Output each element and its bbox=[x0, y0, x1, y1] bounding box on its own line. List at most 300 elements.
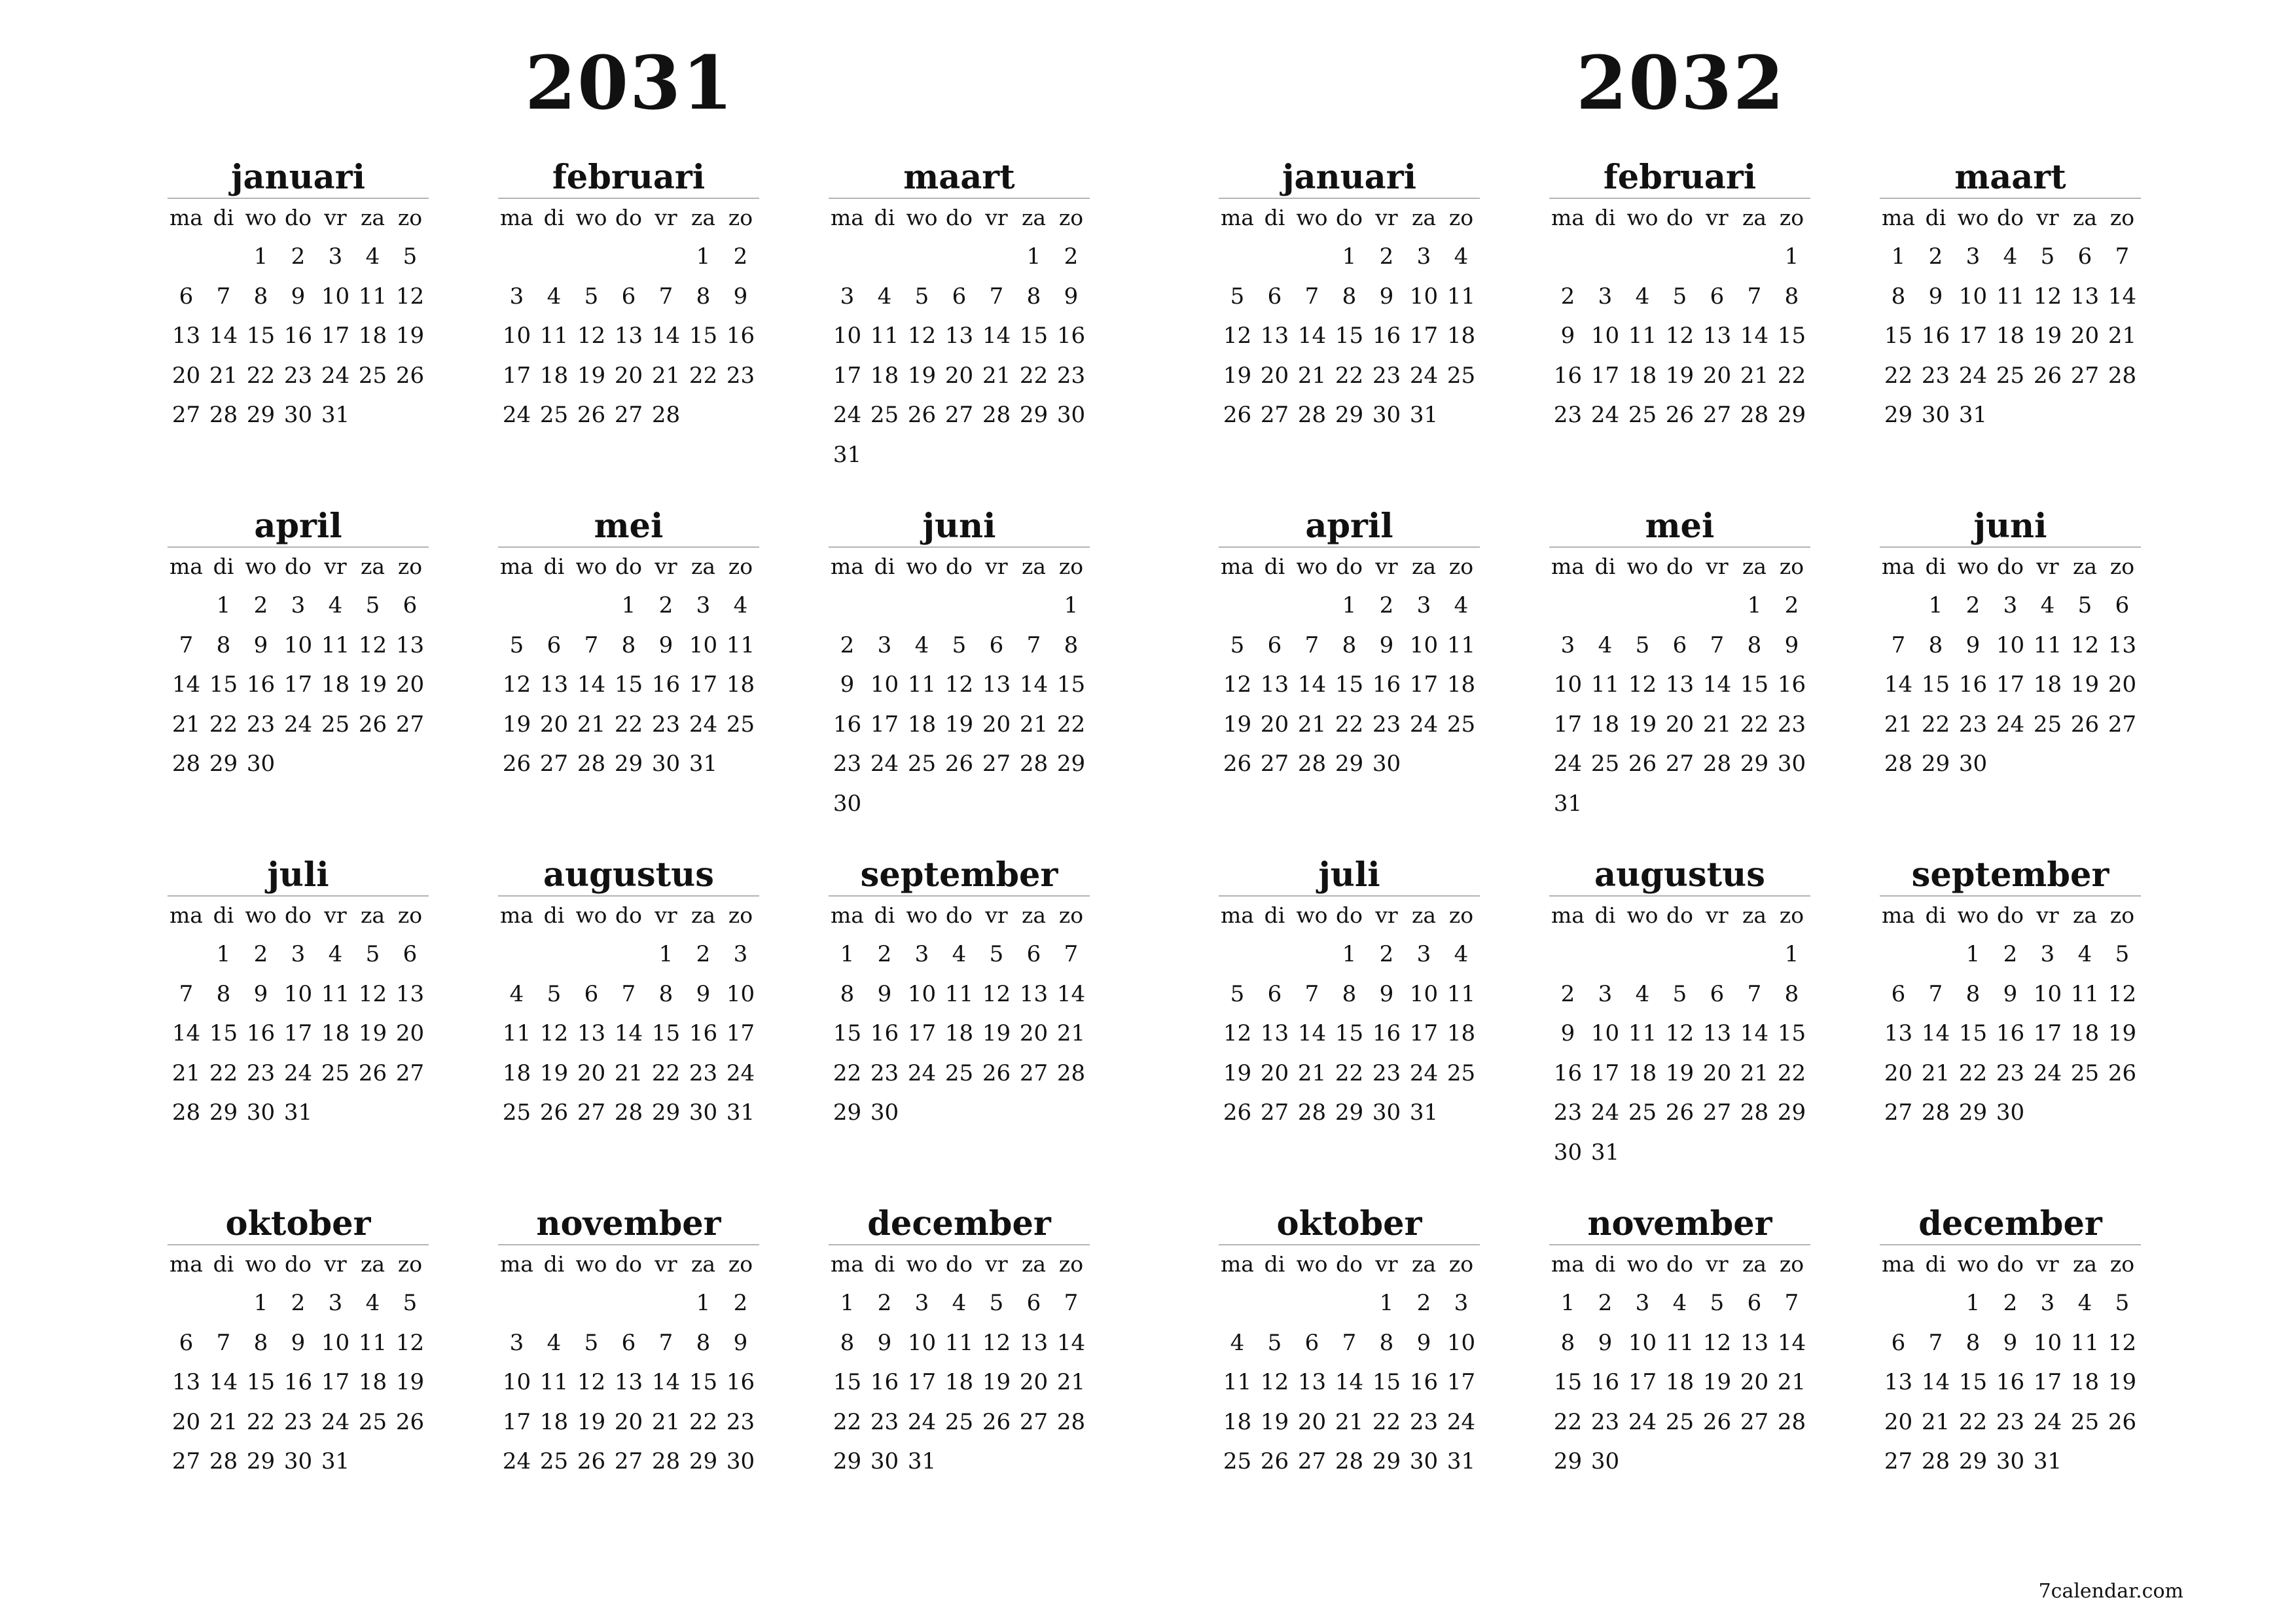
day-cell: 27 bbox=[395, 711, 425, 738]
day-cell: 18 bbox=[870, 362, 899, 389]
day-cell: 4 bbox=[914, 632, 929, 658]
empty-day-cell bbox=[1624, 237, 1661, 277]
day-cell: 11 bbox=[321, 632, 350, 658]
day-cell: 26 bbox=[395, 362, 425, 389]
day-cell: 19 bbox=[982, 1020, 1011, 1046]
weekday-header: vr bbox=[2036, 1251, 2059, 1277]
day-cell: 16 bbox=[689, 1020, 718, 1046]
weekday-header: zo bbox=[728, 205, 753, 230]
day-cell: 22 bbox=[1019, 362, 1049, 389]
day-cell: 2 bbox=[253, 941, 268, 967]
day-cell: 21 bbox=[651, 362, 681, 389]
day-cell: 11 bbox=[502, 1020, 531, 1046]
day-cell: 16 bbox=[651, 671, 681, 698]
day-cell: 28 bbox=[1056, 1408, 1086, 1435]
day-cell: 30 bbox=[870, 1448, 899, 1474]
day-cell: 14 bbox=[1921, 1020, 1950, 1046]
weekday-header: do bbox=[946, 205, 973, 230]
day-cell: 12 bbox=[1223, 323, 1252, 349]
day-cell: 30 bbox=[1996, 1448, 2025, 1474]
day-cell: 28 bbox=[209, 402, 238, 428]
day-cell: 8 bbox=[253, 283, 268, 310]
day-cell: 23 bbox=[283, 1408, 313, 1435]
empty-day-cell bbox=[1736, 935, 1773, 974]
weekday-header: ma bbox=[1221, 902, 1254, 928]
month-grid bbox=[168, 199, 429, 435]
day-cell: 4 bbox=[365, 1290, 380, 1316]
empty-day-cell bbox=[1587, 586, 1624, 626]
day-cell: 3 bbox=[291, 592, 306, 618]
weekday-header: wo bbox=[1957, 902, 1989, 928]
day-cell: 15 bbox=[1958, 1369, 1988, 1395]
day-cell: 11 bbox=[358, 283, 387, 310]
day-cell: 17 bbox=[1996, 671, 2025, 698]
weekday-header: di bbox=[1594, 554, 1616, 579]
day-cell: 28 bbox=[1297, 751, 1327, 777]
day-cell: 5 bbox=[1672, 283, 1687, 310]
day-cell: 10 bbox=[2033, 1329, 2062, 1356]
day-cell: 4 bbox=[2003, 243, 2018, 270]
day-cell: 17 bbox=[1590, 362, 1620, 389]
day-cell: 15 bbox=[614, 671, 643, 698]
day-cell: 6 bbox=[403, 592, 418, 618]
day-cell: 10 bbox=[1628, 1329, 1657, 1356]
empty-day-cell bbox=[1587, 935, 1624, 974]
month-name: juni bbox=[1880, 506, 2141, 548]
day-cell: 20 bbox=[1884, 1060, 1913, 1086]
weekday-header: za bbox=[1742, 205, 1767, 230]
day-cell: 1 bbox=[1560, 1290, 1575, 1316]
empty-day-cell bbox=[1917, 935, 1954, 974]
month-2031-11 bbox=[498, 1204, 759, 1482]
day-cell: 5 bbox=[989, 941, 1004, 967]
day-cell: 28 bbox=[171, 751, 201, 777]
day-cell: 1 bbox=[1342, 592, 1357, 618]
day-cell: 13 bbox=[944, 323, 974, 349]
day-cell: 10 bbox=[1590, 1020, 1620, 1046]
day-cell: 3 bbox=[877, 632, 892, 658]
month-grid bbox=[829, 548, 1090, 823]
day-cell: 8 bbox=[216, 980, 231, 1007]
day-cell: 13 bbox=[1884, 1020, 1913, 1046]
day-cell: 21 bbox=[171, 711, 201, 738]
day-cell: 21 bbox=[651, 1408, 681, 1435]
day-cell: 15 bbox=[209, 1020, 238, 1046]
day-cell: 17 bbox=[321, 1369, 350, 1395]
day-cell: 18 bbox=[726, 671, 755, 698]
day-cell: 31 bbox=[689, 751, 718, 777]
day-cell: 3 bbox=[509, 283, 524, 310]
empty-day-cell bbox=[610, 237, 647, 277]
day-cell: 6 bbox=[989, 632, 1004, 658]
month-grid bbox=[829, 1245, 1090, 1482]
day-cell: 21 bbox=[1740, 1060, 1769, 1086]
empty-day-cell bbox=[1736, 237, 1773, 277]
weekday-header: za bbox=[691, 205, 716, 230]
day-cell: 7 bbox=[1928, 980, 1943, 1007]
empty-day-cell bbox=[1880, 586, 1917, 626]
day-cell: 31 bbox=[1409, 1099, 1439, 1126]
day-cell: 5 bbox=[509, 632, 524, 658]
day-cell: 10 bbox=[321, 283, 350, 310]
day-cell: 25 bbox=[1628, 1099, 1657, 1126]
day-cell: 28 bbox=[614, 1099, 643, 1126]
day-cell: 6 bbox=[1891, 1329, 1906, 1356]
day-cell: 28 bbox=[1740, 1099, 1769, 1126]
day-cell: 9 bbox=[1560, 1020, 1575, 1046]
day-cell: 17 bbox=[283, 671, 313, 698]
day-cell: 1 bbox=[840, 941, 855, 967]
day-cell: 15 bbox=[833, 1369, 862, 1395]
day-cell: 8 bbox=[1560, 1329, 1575, 1356]
day-cell: 3 bbox=[914, 1290, 929, 1316]
day-cell: 27 bbox=[1665, 751, 1695, 777]
day-cell: 27 bbox=[1260, 1099, 1289, 1126]
day-cell: 3 bbox=[1560, 632, 1575, 658]
day-cell: 24 bbox=[283, 1060, 313, 1086]
day-cell: 30 bbox=[1958, 751, 1988, 777]
day-cell: 17 bbox=[2033, 1020, 2062, 1046]
day-cell: 26 bbox=[395, 1408, 425, 1435]
day-cell: 31 bbox=[283, 1099, 313, 1126]
weekday-header: wo bbox=[906, 1251, 938, 1277]
day-cell: 9 bbox=[877, 1329, 892, 1356]
day-cell: 30 bbox=[1921, 402, 1950, 428]
weekday-header: do bbox=[1336, 902, 1363, 928]
day-cell: 22 bbox=[1553, 1408, 1583, 1435]
weekday-header: ma bbox=[500, 1251, 533, 1277]
empty-day-cell bbox=[205, 237, 242, 277]
day-cell: 26 bbox=[982, 1060, 1011, 1086]
day-cell: 3 bbox=[1635, 1290, 1650, 1316]
day-cell: 31 bbox=[1446, 1448, 1476, 1474]
day-cell: 7 bbox=[1928, 1329, 1943, 1356]
day-cell: 5 bbox=[2115, 1290, 2130, 1316]
day-cell: 23 bbox=[833, 751, 862, 777]
day-cell: 8 bbox=[1928, 632, 1943, 658]
day-cell: 8 bbox=[840, 1329, 855, 1356]
day-cell: 18 bbox=[502, 1060, 531, 1086]
day-cell: 20 bbox=[1740, 1369, 1769, 1395]
day-cell: 12 bbox=[2070, 632, 2100, 658]
weekday-header: di bbox=[1925, 554, 1946, 579]
weekday-header: vr bbox=[655, 205, 677, 230]
day-cell: 21 bbox=[1335, 1408, 1364, 1435]
day-cell: 12 bbox=[539, 1020, 569, 1046]
day-cell: 27 bbox=[1260, 402, 1289, 428]
empty-day-cell bbox=[498, 237, 535, 277]
day-cell: 31 bbox=[1590, 1139, 1620, 1166]
day-cell: 28 bbox=[1777, 1408, 1806, 1435]
day-cell: 16 bbox=[833, 711, 862, 738]
month-2032-8 bbox=[1549, 855, 1810, 1172]
weekday-header: di bbox=[1594, 1251, 1616, 1277]
weekday-header: zo bbox=[728, 554, 753, 579]
day-cell: 26 bbox=[982, 1408, 1011, 1435]
day-cell: 18 bbox=[1590, 711, 1620, 738]
day-cell: 5 bbox=[403, 1290, 418, 1316]
day-cell: 17 bbox=[321, 323, 350, 349]
day-cell: 3 bbox=[696, 592, 711, 618]
month-grid bbox=[498, 548, 759, 784]
weekday-header: zo bbox=[1058, 1251, 1084, 1277]
day-cell: 4 bbox=[1454, 592, 1469, 618]
weekday-header: di bbox=[1925, 902, 1946, 928]
weekday-header: di bbox=[213, 205, 234, 230]
weekday-header: di bbox=[213, 554, 234, 579]
day-cell: 6 bbox=[2077, 243, 2092, 270]
day-cell: 21 bbox=[1884, 711, 1913, 738]
month-2032-11 bbox=[1549, 1204, 1810, 1482]
day-cell: 6 bbox=[952, 283, 967, 310]
day-cell: 11 bbox=[1446, 980, 1476, 1007]
day-cell: 2 bbox=[1379, 941, 1394, 967]
weekday-header: do bbox=[285, 1251, 312, 1277]
day-cell: 31 bbox=[907, 1448, 937, 1474]
weekday-header: ma bbox=[170, 1251, 203, 1277]
weekday-header: wo bbox=[1626, 205, 1659, 230]
weekday-header: do bbox=[946, 1251, 973, 1277]
day-cell: 9 bbox=[877, 980, 892, 1007]
weekday-header: vr bbox=[324, 205, 347, 230]
day-cell: 16 bbox=[1996, 1369, 2025, 1395]
day-cell: 23 bbox=[1958, 711, 1988, 738]
day-cell: 8 bbox=[1965, 1329, 1981, 1356]
day-cell: 10 bbox=[689, 632, 718, 658]
day-cell: 18 bbox=[944, 1369, 974, 1395]
weekday-header: vr bbox=[985, 1251, 1008, 1277]
day-cell: 3 bbox=[1965, 243, 1981, 270]
day-cell: 20 bbox=[614, 362, 643, 389]
day-cell: 29 bbox=[1958, 1448, 1988, 1474]
weekday-header: do bbox=[615, 205, 642, 230]
day-cell: 22 bbox=[833, 1408, 862, 1435]
day-cell: 17 bbox=[907, 1020, 937, 1046]
day-cell: 26 bbox=[1665, 1099, 1695, 1126]
empty-day-cell bbox=[168, 586, 205, 626]
day-cell: 17 bbox=[689, 671, 718, 698]
day-cell: 18 bbox=[321, 1020, 350, 1046]
month-name: februari bbox=[1549, 157, 1810, 199]
day-cell: 22 bbox=[1056, 711, 1086, 738]
day-cell: 12 bbox=[395, 1329, 425, 1356]
day-cell: 19 bbox=[907, 362, 937, 389]
empty-day-cell bbox=[573, 1283, 610, 1323]
day-cell: 9 bbox=[733, 1329, 748, 1356]
day-cell: 23 bbox=[1921, 362, 1950, 389]
day-cell: 16 bbox=[1056, 323, 1086, 349]
day-cell: 9 bbox=[1598, 1329, 1613, 1356]
day-cell: 31 bbox=[2033, 1448, 2062, 1474]
day-cell: 23 bbox=[1777, 711, 1806, 738]
day-cell: 3 bbox=[509, 1329, 524, 1356]
weekday-header: ma bbox=[1221, 1251, 1254, 1277]
day-cell: 26 bbox=[1223, 751, 1252, 777]
day-cell: 21 bbox=[209, 362, 238, 389]
day-cell: 14 bbox=[209, 323, 238, 349]
day-cell: 1 bbox=[696, 243, 711, 270]
day-cell: 24 bbox=[1409, 1060, 1439, 1086]
day-cell: 12 bbox=[358, 980, 387, 1007]
weekday-header: zo bbox=[1058, 205, 1084, 230]
day-cell: 12 bbox=[907, 323, 937, 349]
day-cell: 9 bbox=[696, 980, 711, 1007]
day-cell: 3 bbox=[2040, 1290, 2055, 1316]
day-cell: 29 bbox=[1335, 1099, 1364, 1126]
day-cell: 10 bbox=[907, 1329, 937, 1356]
day-cell: 3 bbox=[1598, 283, 1613, 310]
empty-day-cell bbox=[1219, 586, 1256, 626]
day-cell: 20 bbox=[1260, 1060, 1289, 1086]
day-cell: 2 bbox=[696, 941, 711, 967]
weekday-header: za bbox=[1742, 902, 1767, 928]
day-cell: 2 bbox=[1928, 243, 1943, 270]
day-cell: 22 bbox=[689, 362, 718, 389]
empty-day-cell bbox=[941, 586, 978, 626]
day-cell: 19 bbox=[395, 1369, 425, 1395]
day-cell: 2 bbox=[2003, 1290, 2018, 1316]
day-cell: 3 bbox=[914, 941, 929, 967]
weekday-header: ma bbox=[1551, 205, 1585, 230]
empty-day-cell bbox=[498, 1283, 535, 1323]
day-cell: 29 bbox=[1056, 751, 1086, 777]
day-cell: 10 bbox=[726, 980, 755, 1007]
weekday-header: za bbox=[1742, 1251, 1767, 1277]
day-cell: 22 bbox=[689, 1408, 718, 1435]
day-cell: 24 bbox=[907, 1060, 937, 1086]
day-cell: 7 bbox=[1784, 1290, 1799, 1316]
day-cell: 31 bbox=[726, 1099, 755, 1126]
weekday-header: do bbox=[1997, 902, 2024, 928]
day-cell: 1 bbox=[658, 941, 673, 967]
weekday-header: za bbox=[1021, 554, 1047, 579]
day-cell: 12 bbox=[358, 632, 387, 658]
day-cell: 4 bbox=[328, 941, 343, 967]
day-cell: 7 bbox=[1304, 632, 1319, 658]
weekday-header: ma bbox=[1551, 1251, 1585, 1277]
day-cell: 27 bbox=[1702, 1099, 1732, 1126]
day-cell: 20 bbox=[539, 711, 569, 738]
day-cell: 9 bbox=[291, 1329, 306, 1356]
day-cell: 8 bbox=[216, 632, 231, 658]
day-cell: 24 bbox=[1590, 1099, 1620, 1126]
day-cell: 11 bbox=[1223, 1369, 1252, 1395]
day-cell: 9 bbox=[1928, 283, 1943, 310]
day-cell: 10 bbox=[502, 323, 531, 349]
day-cell: 24 bbox=[321, 1408, 350, 1435]
weekday-header: vr bbox=[2036, 554, 2059, 579]
month-grid bbox=[829, 897, 1090, 1133]
day-cell: 20 bbox=[944, 362, 974, 389]
day-cell: 19 bbox=[577, 1408, 606, 1435]
day-cell: 12 bbox=[2108, 1329, 2137, 1356]
day-cell: 16 bbox=[1409, 1369, 1439, 1395]
day-cell: 30 bbox=[870, 1099, 899, 1126]
day-cell: 29 bbox=[246, 402, 276, 428]
day-cell: 4 bbox=[733, 592, 748, 618]
weekday-header: ma bbox=[831, 1251, 864, 1277]
day-cell: 15 bbox=[689, 1369, 718, 1395]
day-cell: 28 bbox=[651, 402, 681, 428]
weekday-header: wo bbox=[575, 1251, 607, 1277]
weekday-header: di bbox=[874, 1251, 895, 1277]
day-cell: 13 bbox=[1884, 1369, 1913, 1395]
day-cell: 27 bbox=[1884, 1099, 1913, 1126]
day-cell: 7 bbox=[179, 632, 194, 658]
day-cell: 17 bbox=[870, 711, 899, 738]
weekday-header: wo bbox=[1626, 902, 1659, 928]
day-cell: 11 bbox=[2070, 1329, 2100, 1356]
day-cell: 22 bbox=[1921, 711, 1950, 738]
day-cell: 14 bbox=[1019, 671, 1049, 698]
day-cell: 25 bbox=[944, 1408, 974, 1435]
empty-day-cell bbox=[829, 586, 866, 626]
day-cell: 25 bbox=[1665, 1408, 1695, 1435]
day-cell: 31 bbox=[321, 402, 350, 428]
day-cell: 31 bbox=[833, 441, 862, 468]
weekday-header: zo bbox=[397, 205, 423, 230]
day-cell: 17 bbox=[1958, 323, 1988, 349]
day-cell: 5 bbox=[1672, 980, 1687, 1007]
weekday-header: di bbox=[1264, 902, 1285, 928]
empty-day-cell bbox=[498, 935, 535, 974]
empty-day-cell bbox=[1293, 586, 1331, 626]
day-cell: 15 bbox=[1921, 671, 1950, 698]
weekday-header: wo bbox=[906, 554, 938, 579]
weekday-header: za bbox=[360, 1251, 386, 1277]
day-cell: 25 bbox=[870, 402, 899, 428]
day-cell: 1 bbox=[1784, 941, 1799, 967]
day-cell: 18 bbox=[2033, 671, 2062, 698]
day-cell: 2 bbox=[733, 243, 748, 270]
weekday-header: zo bbox=[1779, 1251, 1804, 1277]
day-cell: 19 bbox=[2070, 671, 2100, 698]
day-cell: 19 bbox=[358, 671, 387, 698]
empty-day-cell bbox=[205, 1283, 242, 1323]
day-cell: 6 bbox=[1026, 1290, 1041, 1316]
month-name: oktober bbox=[1219, 1204, 1480, 1245]
day-cell: 24 bbox=[502, 402, 531, 428]
day-cell: 24 bbox=[2033, 1060, 2062, 1086]
day-cell: 3 bbox=[1416, 941, 1431, 967]
weekday-header: ma bbox=[500, 554, 533, 579]
day-cell: 26 bbox=[2108, 1408, 2137, 1435]
day-cell: 8 bbox=[1064, 632, 1079, 658]
weekday-header: do bbox=[946, 902, 973, 928]
day-cell: 30 bbox=[1590, 1448, 1620, 1474]
day-cell: 29 bbox=[1740, 751, 1769, 777]
day-cell: 26 bbox=[1223, 402, 1252, 428]
weekday-header: zo bbox=[1448, 902, 1474, 928]
day-cell: 23 bbox=[726, 1408, 755, 1435]
day-cell: 15 bbox=[1777, 323, 1806, 349]
month-name: november bbox=[498, 1204, 759, 1245]
day-cell: 30 bbox=[689, 1099, 718, 1126]
day-cell: 27 bbox=[944, 402, 974, 428]
day-cell: 29 bbox=[1777, 402, 1806, 428]
day-cell: 28 bbox=[651, 1448, 681, 1474]
day-cell: 13 bbox=[1665, 671, 1695, 698]
month-name: januari bbox=[1219, 157, 1480, 199]
empty-day-cell bbox=[1698, 237, 1736, 277]
day-cell: 1 bbox=[621, 592, 636, 618]
day-cell: 11 bbox=[1665, 1329, 1695, 1356]
weekday-header: wo bbox=[906, 902, 938, 928]
day-cell: 29 bbox=[1372, 1448, 1401, 1474]
day-cell: 22 bbox=[209, 711, 238, 738]
day-cell: 29 bbox=[209, 1099, 238, 1126]
empty-day-cell bbox=[1219, 935, 1256, 974]
